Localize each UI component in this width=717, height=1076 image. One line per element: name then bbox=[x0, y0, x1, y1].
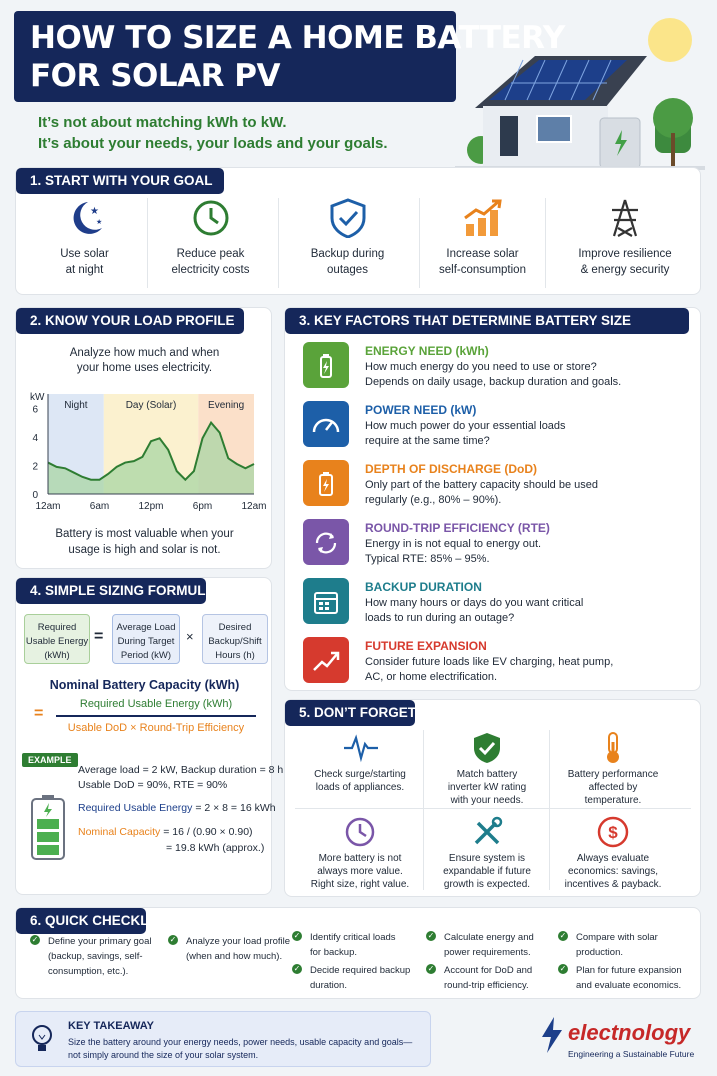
subtitle-line2: It’s about your needs, your loads and your goals. bbox=[38, 135, 388, 152]
load-intro bbox=[16, 346, 273, 376]
load-note bbox=[16, 526, 273, 558]
checklist-text bbox=[444, 930, 534, 960]
shield-check-icon bbox=[327, 198, 369, 238]
factor-desc-line: loads to run during an outage? bbox=[365, 612, 515, 624]
checklist-line: power requirements. bbox=[444, 947, 531, 958]
backup-hours-box bbox=[202, 614, 268, 664]
takeaway-text bbox=[68, 1036, 412, 1062]
checklist-line: Plan for future expansion bbox=[576, 965, 682, 976]
forget-text: loads of appliances. bbox=[315, 782, 405, 793]
checklist-text bbox=[310, 930, 396, 960]
check-icon: ✓ bbox=[427, 964, 435, 973]
forget-text: with your needs. bbox=[450, 795, 524, 806]
goal-label: Increase solar bbox=[446, 248, 519, 260]
goal-item-self-consumption bbox=[414, 198, 551, 278]
load-note-line1: Battery is most valuable when your bbox=[55, 528, 234, 540]
factor-item bbox=[303, 637, 673, 693]
required-energy-box bbox=[24, 614, 90, 664]
goal-label: Improve resilience bbox=[578, 248, 672, 260]
goal-item-peak bbox=[142, 198, 279, 278]
factor-title: BACKUP DURATION bbox=[365, 580, 482, 594]
dollar-icon bbox=[595, 814, 631, 848]
brand-bolt-icon bbox=[540, 1017, 564, 1053]
box-text: (kWh) bbox=[44, 650, 70, 661]
forget-text: Check surge/starting bbox=[314, 769, 406, 780]
forget-text: Match battery bbox=[456, 769, 518, 780]
checklist-line: consumption, etc.). bbox=[48, 966, 129, 977]
factor-desc-line: Depends on daily usage, backup duration and goals. bbox=[365, 376, 622, 388]
factor-desc-line: AC, or home electrification. bbox=[365, 671, 498, 683]
checklist-text bbox=[48, 934, 152, 979]
forget-item bbox=[297, 814, 423, 891]
factor-icon-box bbox=[303, 342, 349, 388]
box-text: Usable Energy bbox=[25, 636, 89, 647]
check-icon: ✓ bbox=[559, 964, 567, 973]
svg-text:$: $ bbox=[608, 823, 618, 842]
example-inputs bbox=[78, 763, 283, 793]
goal-label: at night bbox=[65, 264, 104, 276]
x-tick-label: 6pm bbox=[192, 501, 213, 512]
y-tick-label: 4 bbox=[32, 432, 38, 444]
check-icon: ✓ bbox=[31, 935, 39, 944]
box-text: Backup/Shift bbox=[208, 636, 262, 647]
equals-sign: = bbox=[34, 705, 44, 722]
forget-item bbox=[297, 730, 423, 794]
factor-desc-line: Typical RTE: 85% – 95%. bbox=[365, 553, 490, 565]
box-text: Period (kW) bbox=[120, 650, 172, 661]
moon-stars-icon bbox=[64, 198, 106, 238]
load-profile-chart bbox=[16, 386, 273, 516]
check-icon: ✓ bbox=[169, 935, 177, 944]
equals-sign: = bbox=[94, 628, 104, 645]
checklist-line: Identify critical loads bbox=[310, 932, 396, 943]
required-value: = 2 × 8 = 16 kWh bbox=[192, 802, 276, 814]
forget-text: Right size, right value. bbox=[310, 879, 410, 890]
factor-icon-box bbox=[303, 578, 349, 624]
takeaway-title: KEY TAKEAWAY bbox=[68, 1020, 154, 1032]
factor-item bbox=[303, 578, 673, 634]
checklist-text bbox=[576, 930, 658, 960]
goal-item-resilience bbox=[550, 198, 700, 278]
checklist-line: (backup, savings, self- bbox=[48, 951, 143, 962]
load-note-line2: usage is high and solar is not. bbox=[68, 544, 221, 556]
page-title-line2: FOR SOLAR PV bbox=[30, 58, 280, 94]
goal-label: outages bbox=[327, 264, 368, 276]
y-tick-label: 6 bbox=[32, 404, 38, 416]
factor-item bbox=[303, 401, 673, 457]
y-tick-label: 2 bbox=[32, 461, 38, 473]
forget-item bbox=[550, 814, 676, 891]
forget-text: More battery is not bbox=[318, 853, 402, 864]
checklist-line: round-trip efficiency. bbox=[444, 980, 529, 991]
example-line: Average load = 2 kW, Backup duration = 8 h bbox=[78, 764, 284, 776]
factor-icon-box bbox=[303, 460, 349, 506]
trend-up-icon bbox=[311, 646, 341, 676]
checklist-heading: 6. QUICK CHECKLIST bbox=[16, 908, 146, 934]
thermometer-icon bbox=[595, 730, 631, 764]
cycle-icon bbox=[311, 528, 341, 558]
times-sign: × bbox=[186, 629, 194, 644]
brand-tagline: Engineering a Sustainable Future bbox=[568, 1049, 695, 1059]
denominator: Usable DoD × Round-Trip Efficiency bbox=[67, 722, 245, 734]
factor-title: DEPTH OF DISCHARGE (DoD) bbox=[365, 462, 537, 476]
x-tick-label: 6am bbox=[89, 501, 110, 512]
forget-text: growth is expected. bbox=[443, 879, 531, 890]
factor-desc-line: Energy in is not equal to energy out. bbox=[365, 538, 542, 550]
title-banner bbox=[14, 11, 565, 102]
takeaway-line: not simply around the size of your solar system. bbox=[68, 1050, 259, 1060]
box-text: Required bbox=[37, 622, 77, 633]
required-calc bbox=[78, 802, 276, 814]
goal-label: Backup during bbox=[310, 248, 385, 260]
calendar-icon bbox=[311, 587, 341, 617]
checklist-line: Account for DoD and bbox=[444, 965, 533, 976]
forget-text: temperature. bbox=[584, 795, 642, 806]
goal-label: Use solar bbox=[60, 248, 109, 260]
checklist-line: Compare with solar bbox=[576, 932, 658, 943]
forget-text: Ensure system is bbox=[448, 853, 526, 864]
forget-text: inverter kW rating bbox=[447, 782, 527, 793]
factor-desc bbox=[365, 478, 598, 508]
required-label: Required Usable Energy bbox=[78, 802, 193, 814]
battery-icon bbox=[311, 351, 341, 381]
box-text: Hours (h) bbox=[215, 650, 255, 661]
y-tick-label: 0 bbox=[32, 490, 38, 501]
factor-item bbox=[303, 460, 673, 516]
y-axis-label: kW bbox=[30, 392, 45, 403]
forget-item bbox=[550, 730, 676, 807]
factor-title: ENERGY NEED (kWh) bbox=[365, 344, 489, 358]
factor-desc-line: How much power do your essential loads bbox=[365, 420, 566, 432]
check-icon: ✓ bbox=[293, 964, 301, 973]
load-intro-line1: Analyze how much and when bbox=[69, 347, 220, 359]
factor-icon-box bbox=[303, 637, 349, 683]
forget-item bbox=[424, 814, 550, 891]
subtitle bbox=[38, 112, 388, 154]
factor-item bbox=[303, 519, 673, 575]
forget-section bbox=[284, 699, 701, 897]
checklist-text bbox=[310, 963, 410, 993]
goal-section bbox=[15, 167, 701, 295]
factor-desc-line: Only part of the battery capacity should be used bbox=[365, 479, 598, 491]
band-label: Evening bbox=[208, 400, 245, 411]
load-heading: 2. KNOW YOUR LOAD PROFILE bbox=[16, 308, 244, 334]
x-tick-label: 12am bbox=[241, 501, 267, 512]
checklist-line: duration. bbox=[310, 980, 347, 991]
factor-title: POWER NEED (kW) bbox=[365, 403, 477, 417]
box-text: During Target bbox=[117, 636, 175, 647]
forget-text: economics: savings, bbox=[567, 866, 659, 877]
goal-item-night bbox=[16, 198, 153, 278]
box-text: Desired bbox=[218, 622, 252, 633]
nominal-calc bbox=[78, 826, 253, 838]
band-label: Night bbox=[64, 400, 88, 411]
svg-text:★: ★ bbox=[95, 219, 102, 226]
checklist-line: and evaluate economics. bbox=[576, 980, 682, 991]
lightbulb-icon bbox=[30, 1024, 54, 1056]
checklist-line: Define your primary goal bbox=[48, 936, 152, 947]
factor-icon-box bbox=[303, 519, 349, 565]
forget-heading: 5. DON’T FORGET bbox=[285, 700, 415, 726]
pulse-icon bbox=[342, 730, 378, 764]
nominal-title: Nominal Battery Capacity (kWh) bbox=[49, 678, 240, 692]
goal-label: electricity costs bbox=[171, 264, 250, 276]
goal-label: & energy security bbox=[580, 264, 670, 276]
checklist-text bbox=[186, 934, 290, 964]
factor-desc-line: How many hours or days do you want critical bbox=[365, 597, 584, 609]
factor-desc bbox=[365, 419, 566, 449]
goal-item-backup bbox=[279, 198, 416, 278]
shield-check-icon bbox=[469, 730, 505, 764]
factor-desc bbox=[365, 537, 541, 567]
factor-desc bbox=[365, 360, 621, 390]
takeaway-line: Size the battery around your energy needs, power needs, usable capacity and goals— bbox=[68, 1037, 413, 1047]
factors-section bbox=[284, 307, 701, 691]
factor-icon-box bbox=[303, 401, 349, 447]
battery-bolt-icon bbox=[311, 469, 341, 499]
checklist-line: Calculate energy and bbox=[444, 932, 534, 943]
gauge-icon bbox=[311, 410, 341, 440]
page-title-line1: HOW TO SIZE A HOME BATTERY bbox=[30, 20, 565, 56]
factor-desc-line: require at the same time? bbox=[365, 435, 490, 447]
example-line: Usable DoD = 90%, RTE = 90% bbox=[78, 779, 228, 791]
checklist-line: Decide required backup bbox=[310, 965, 411, 976]
x-tick-label: 12am bbox=[35, 501, 61, 512]
takeaway-box bbox=[15, 1011, 431, 1067]
box-text: Average Load bbox=[116, 622, 176, 633]
x-tick-label: 12pm bbox=[138, 501, 164, 512]
clock-cycle-icon bbox=[342, 814, 378, 848]
tools-icon bbox=[469, 814, 505, 848]
forget-item bbox=[424, 730, 550, 807]
forget-text: Battery performance bbox=[567, 769, 659, 780]
checklist-section bbox=[15, 907, 701, 999]
nominal-value: = 16 / (0.90 × 0.90) bbox=[160, 826, 253, 838]
svg-text:★: ★ bbox=[89, 206, 99, 217]
load-section bbox=[15, 307, 272, 569]
factor-title: FUTURE EXPANSION bbox=[365, 639, 487, 653]
growth-chart-icon bbox=[462, 198, 504, 238]
nominal-label: Nominal Capacity bbox=[78, 826, 161, 838]
factor-desc-line: How much energy do you need to use or store? bbox=[365, 361, 597, 373]
battery-icon bbox=[30, 795, 66, 861]
formula-section bbox=[15, 577, 284, 895]
formula-heading: 4. SIMPLE SIZING FORMULA bbox=[16, 578, 206, 604]
forget-text: affected by bbox=[588, 782, 638, 793]
checklist-line: production. bbox=[576, 947, 624, 958]
check-icon: ✓ bbox=[559, 931, 567, 940]
example-badge: EXAMPLE bbox=[22, 753, 78, 767]
factor-desc bbox=[365, 655, 613, 685]
house-solar-illustration bbox=[455, 8, 705, 173]
factor-desc-line: regularly (e.g., 80% – 90%). bbox=[365, 494, 502, 506]
checklist-text bbox=[444, 963, 532, 993]
checklist-text bbox=[576, 963, 682, 993]
check-icon: ✓ bbox=[293, 931, 301, 940]
forget-text: always more value. bbox=[317, 866, 403, 877]
forget-text: Always evaluate bbox=[576, 853, 650, 864]
nominal-result: = 19.8 kWh (approx.) bbox=[166, 842, 265, 854]
factor-desc-line: Consider future loads like EV charging, heat pump, bbox=[365, 656, 614, 668]
goal-label: Reduce peak bbox=[176, 248, 245, 260]
checklist-line: for backup. bbox=[310, 947, 357, 958]
goal-heading: 1. START WITH YOUR GOAL bbox=[16, 168, 224, 194]
factor-item bbox=[303, 342, 673, 398]
band-label: Day (Solar) bbox=[125, 400, 177, 411]
numerator: Required Usable Energy (kWh) bbox=[79, 698, 233, 710]
power-tower-icon bbox=[604, 198, 646, 238]
subtitle-line1: It’s not about matching kWh to kW. bbox=[38, 114, 287, 131]
goal-label: self-consumption bbox=[439, 264, 526, 276]
load-intro-line2: your home uses electricity. bbox=[76, 362, 213, 374]
brand-name: electnology bbox=[568, 1020, 691, 1045]
clock-icon bbox=[190, 198, 232, 238]
forget-text: incentives & payback. bbox=[564, 879, 662, 890]
factors-heading: 3. KEY FACTORS THAT DETERMINE BATTERY SIZE bbox=[285, 308, 689, 334]
fraction-line bbox=[56, 715, 256, 717]
checklist-line: (when and how much). bbox=[186, 951, 283, 962]
forget-text: expandable if future bbox=[443, 866, 531, 877]
factor-title: ROUND-TRIP EFFICIENCY (RTE) bbox=[365, 521, 550, 535]
factor-desc bbox=[365, 596, 583, 626]
average-load-box bbox=[112, 614, 180, 664]
checklist-line: Analyze your load profile bbox=[186, 936, 291, 947]
check-icon: ✓ bbox=[427, 931, 435, 940]
